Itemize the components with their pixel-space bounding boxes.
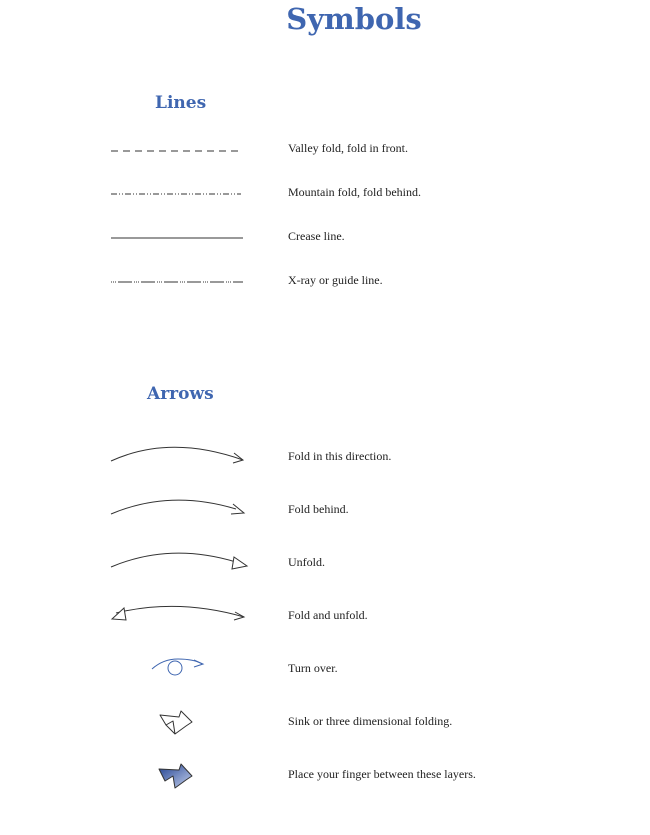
line-symbol-label: X-ray or guide line. [288, 273, 383, 287]
turn-over-arrow-icon [108, 653, 250, 685]
page-title: Symbols [286, 2, 422, 36]
arrow-symbol-label: Place your finger between these layers. [288, 767, 476, 781]
arrows-heading: Arrows [147, 384, 214, 404]
mountain-fold-line-icon [108, 178, 250, 208]
arrow-symbol-row [0, 601, 650, 633]
fold-direction-arrow-icon [108, 442, 250, 474]
arrow-symbol-label: Fold in this direction. [288, 449, 392, 463]
xray-guide-line-icon [108, 266, 250, 296]
arrow-symbol-row [0, 495, 650, 527]
line-symbol-label: Crease line. [288, 229, 345, 243]
arrow-symbol-row [0, 442, 650, 474]
line-symbol-row [0, 222, 650, 252]
arrow-symbol-row [0, 653, 650, 685]
arrow-symbol-label: Unfold. [288, 555, 325, 569]
place-finger-arrow-icon [108, 758, 250, 792]
fold-behind-arrow-icon [108, 495, 250, 527]
line-symbol-row [0, 266, 650, 296]
arrow-symbol-row [0, 548, 650, 580]
line-symbol-row [0, 178, 650, 208]
valley-fold-line-icon [108, 135, 250, 165]
crease-line-icon [108, 222, 250, 252]
arrow-symbol-row [0, 758, 650, 792]
line-symbol-row [0, 135, 650, 165]
unfold-arrow-icon [108, 548, 250, 580]
sink-arrow-icon [108, 705, 250, 739]
arrow-symbol-label: Turn over. [288, 661, 338, 675]
arrow-symbol-row [0, 705, 650, 739]
lines-heading: Lines [155, 93, 207, 113]
line-symbol-label: Valley fold, fold in front. [288, 141, 408, 155]
arrow-symbol-label: Fold and unfold. [288, 608, 368, 622]
arrow-symbol-label: Sink or three dimensional folding. [288, 714, 453, 728]
fold-and-unfold-arrow-icon [108, 601, 250, 633]
line-symbol-label: Mountain fold, fold behind. [288, 185, 421, 199]
arrow-symbol-label: Fold behind. [288, 502, 349, 516]
